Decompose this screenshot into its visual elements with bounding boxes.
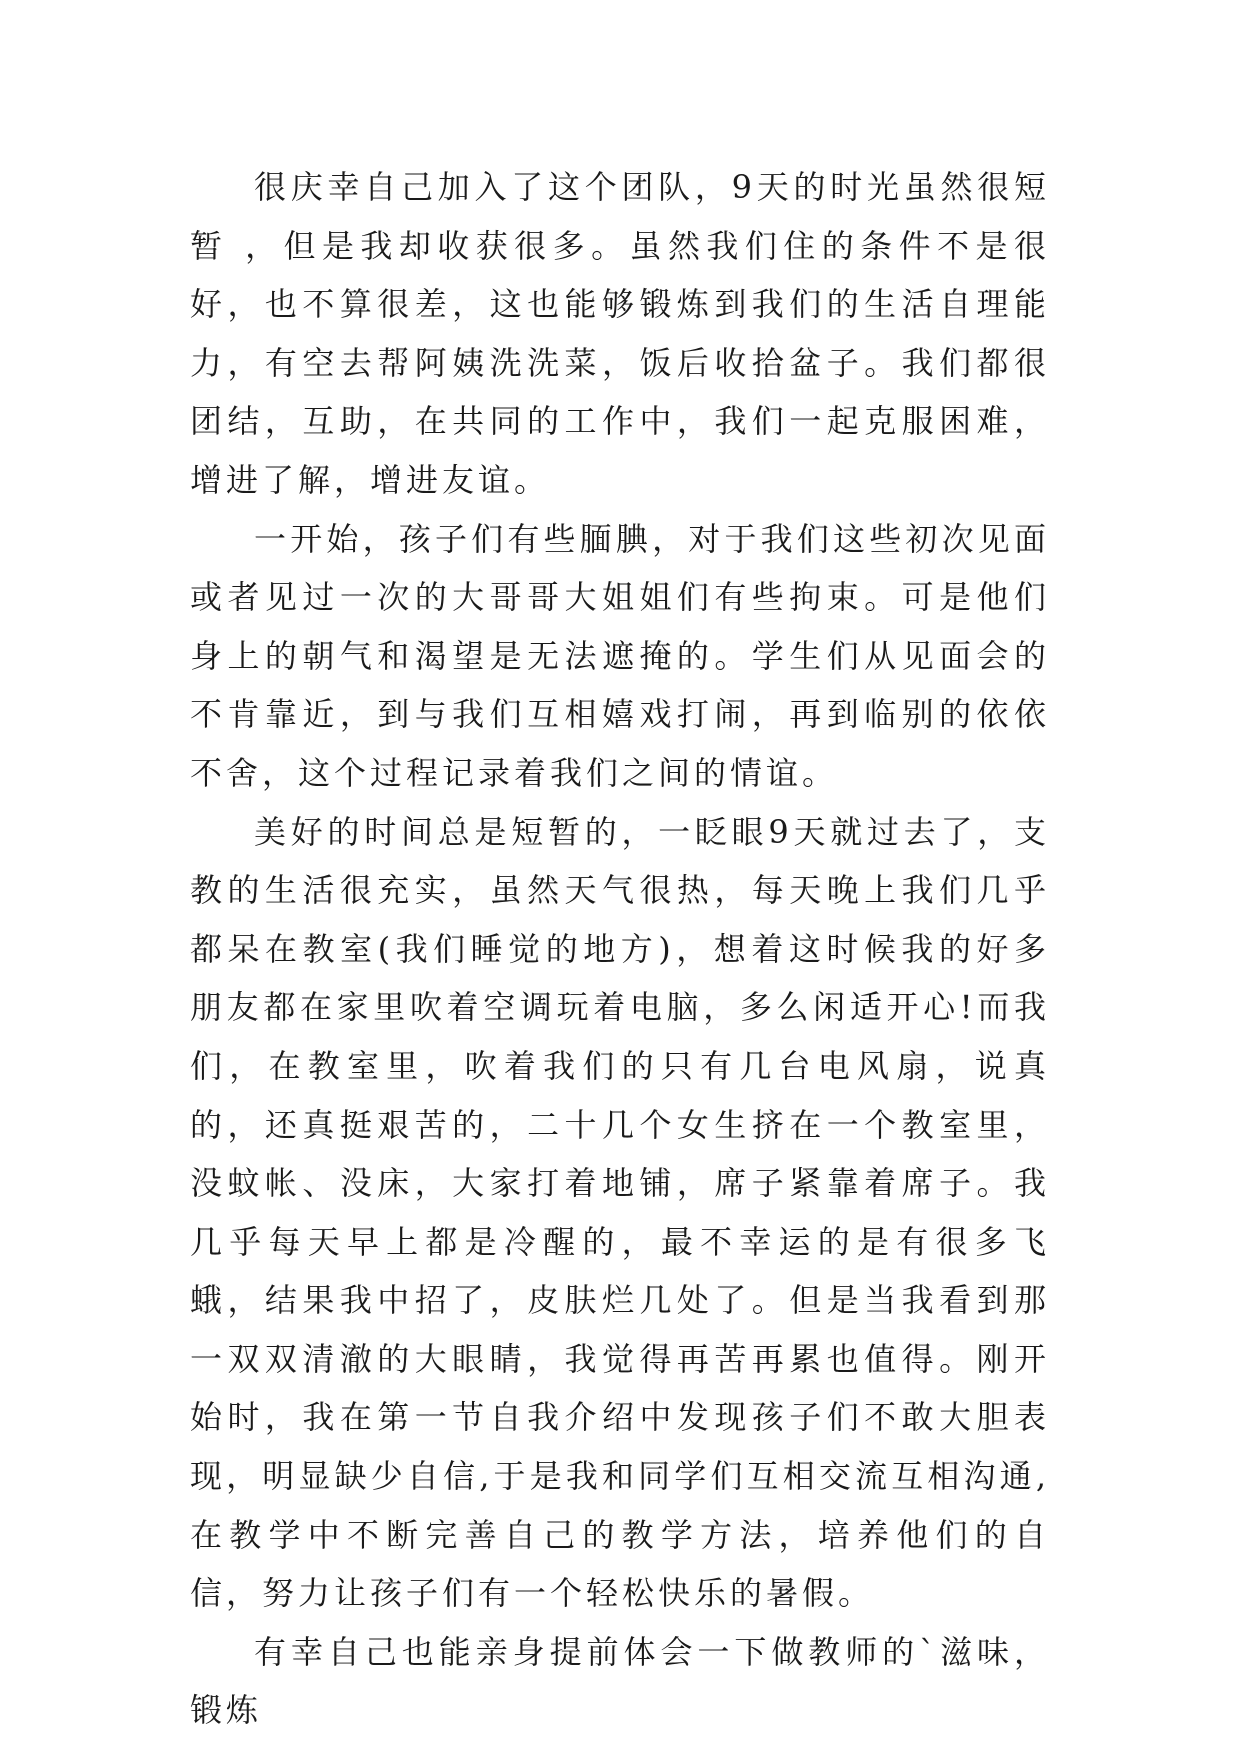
- paragraph: 一开始，孩子们有些腼腆，对于我们这些初次见面或者见过一次的大哥哥大姐姐们有些拘束。可是他们身上的朝气和渴望是无法遮掩的。学生们从见面会的不肯靠近，到与我们互相嬉戏打闹，再到临别的依依不舍，这个过程记录着我们之间的情谊。: [190, 519, 1050, 792]
- paragraph: 很庆幸自己加入了这个团队，9天的时光虽然很短暂 ，但是我却收获很多。虽然我们住的条件不是很好，也不算很差，这也能够锻炼到我们的生活自理能力，有空去帮阿姨洗洗菜，饭后收拾盆子。我们都很团结，互助，在共同的工作中，我们一起克服困难，增进了解，增进友谊。: [190, 168, 1050, 499]
- paragraph: 美好的时间总是短暂的，一眨眼9天就过去了，支教的生活很充实，虽然天气很热，每天晚上我们几乎都呆在教室(我们睡觉的地方)，想着这时候我的好多朋友都在家里吹着空调玩着电脑，多么闲适开心!而我们，在教室里，吹着我们的只有几台电风扇，说真的，还真挺艰苦的，二十几个女生挤在一个教室里，没蚊帐、没床，大家打着地铺，席子紧靠着席子。我几乎每天早上都是冷醒的，最不幸运的是有很多飞蛾，结果我中招了，皮肤烂几处了。但是当我看到那一双双清澈的大眼睛，我觉得再苦再累也值得。刚开始时，我在第一节自我介绍中发现孩子们不敢大胆表现，明显缺少自信,于是我和同学们互相交流互相沟通,在教学中不断完善自己的教学方法，培养他们的自信，努力让孩子们有一个轻松快乐的暑假。: [190, 812, 1050, 1613]
- paragraph: 有幸自己也能亲身提前体会一下做教师的`滋味，锻炼: [190, 1632, 1050, 1730]
- document-body: [190, 158, 1050, 1740]
